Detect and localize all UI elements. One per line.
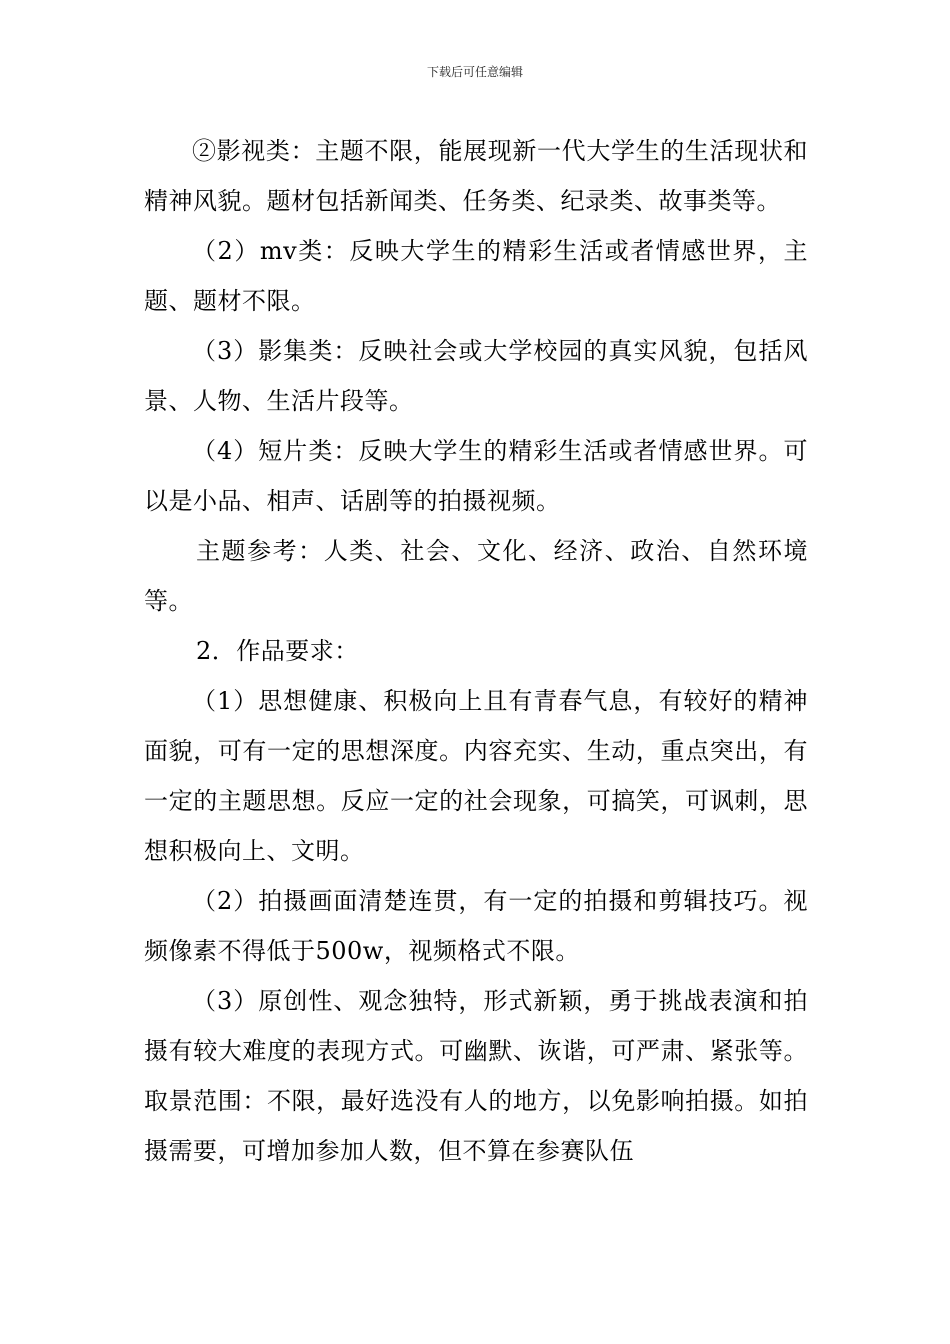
paragraph-theme-reference: 主题参考：人类、社会、文化、经济、政治、自然环境等。 [144, 537, 808, 615]
section-heading-work-requirements: 2．作品要求： [196, 637, 359, 665]
document-body [144, 126, 808, 1176]
paragraph-album-category: （3）影集类：反映社会或大学校园的真实风貌，包括风景、人物、生活片段等。 [144, 337, 808, 415]
paragraph-film-category: ②影视类：主题不限，能展现新一代大学生的生活现状和精神风貌。题材包括新闻类、任务类、纪录类、故事类等。 [144, 137, 808, 215]
paragraph-requirement-3: （3）原创性、观念独特，形式新颖，勇于挑战表演和拍摄有较大难度的表现方式。可幽默、诙谐，可严肃、紧张等。取景范围：不限，最好选没有人的地方，以免影响拍摄。如拍摄需要，可增加参加人数，但不算在参赛队伍 [144, 987, 808, 1165]
paragraph-mv-category: （2）mv类：反映大学生的精彩生活或者情感世界，主题、题材不限。 [144, 237, 808, 315]
paragraph-requirement-2: （2）拍摄画面清楚连贯，有一定的拍摄和剪辑技巧。视频像素不得低于500w，视频格式不限。 [144, 887, 808, 965]
paragraph-short-film-category: （4）短片类：反映大学生的精彩生活或者情感世界。可以是小品、相声、话剧等的拍摄视频。 [144, 437, 808, 515]
page-header: 下载后可任意编辑 [426, 65, 523, 79]
paragraph-requirement-1: （1）思想健康、积极向上且有青春气息，有较好的精神面貌，可有一定的思想深度。内容充实、生动，重点突出，有一定的主题思想。反应一定的社会现象，可搞笑，可讽刺，思想积极向上、文明。 [144, 687, 808, 865]
